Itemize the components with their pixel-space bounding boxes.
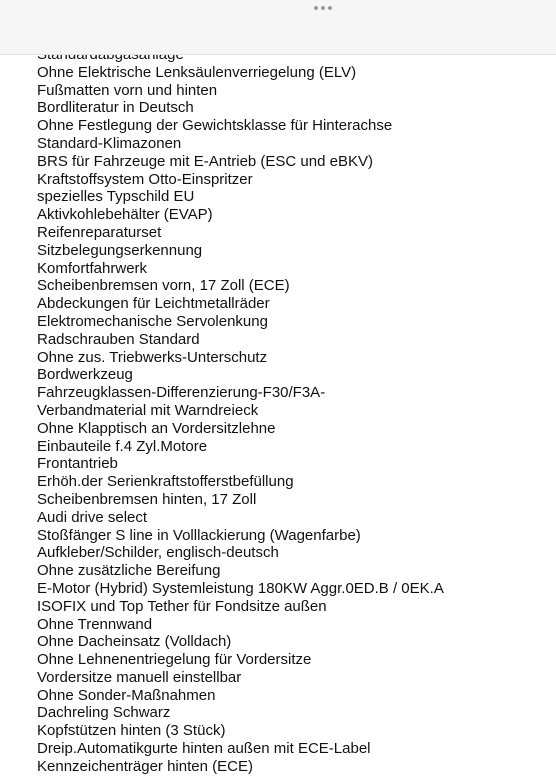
list-item: Erhöh.der Serienkraftstofferstbefüllung (37, 473, 294, 491)
list-item: Bordwerkzeug (37, 366, 133, 384)
list-item: Audi drive select (37, 508, 148, 526)
dot (328, 6, 332, 10)
dot (314, 6, 318, 10)
list-item: Verbandmaterial mit Warndreieck (37, 401, 259, 419)
list-item: BRS für Fahrzeuge mit E-Antrieb (ESC und eBKV) (37, 152, 373, 170)
list-item: Ohne Festlegung der Gewichtsklasse für Hinterachse (37, 117, 393, 135)
list-item: Kraftstoffsystem Otto-Einspritzer (37, 170, 253, 188)
list-item: Vordersitze manuell einstellbar (37, 668, 242, 686)
list-item: Fußmatten vorn und hinten (37, 81, 218, 99)
more-options-icon[interactable] (314, 6, 332, 10)
list-item: Scheibenbremsen hinten, 17 Zoll (37, 490, 257, 508)
list-item: E-Motor (Hybrid) Systemleistung 180KW Aggr.0ED.B / 0EK.A (37, 579, 444, 597)
list-item: Einbauteile f.4 Zyl.Motore (37, 437, 208, 455)
dot (321, 6, 325, 10)
list-item: Elektromechanische Servolenkung (37, 312, 268, 330)
list-item: Ohne zusätzliche Bereifung (37, 562, 221, 580)
list-item: Ohne Klapptisch an Vordersitzlehne (37, 419, 276, 437)
list-item: Kennzeichenträger hinten (ECE) (37, 757, 253, 775)
equipment-list (37, 46, 537, 776)
top-bar (0, 0, 556, 55)
list-item: Sitzbelegungserkennung (37, 241, 203, 259)
list-item: Dreip.Automatikgurte hinten außen mit ECE-Label (37, 740, 371, 758)
list-item: Ohne Trennwand (37, 615, 153, 633)
list-item: Dachreling Schwarz (37, 704, 171, 722)
list-item: Scheibenbremsen vorn, 17 Zoll (ECE) (37, 277, 290, 295)
list-item: Ohne Sonder-Maßnahmen (37, 686, 216, 704)
list-item: Aufkleber/Schilder, englisch-deutsch (37, 544, 279, 562)
list-item: Ohne Dacheinsatz (Volldach) (37, 633, 232, 651)
list-item: ISOFIX und Top Tether für Fondsitze außen (37, 597, 327, 615)
list-item: Ohne zus. Triebwerks-Unterschutz (37, 348, 268, 366)
list-item: Komfortfahrwerk (37, 259, 148, 277)
list-item: Aktivkohlebehälter (EVAP) (37, 206, 213, 224)
list-item: Fahrzeugklassen-Differenzierung-F30/F3A- (37, 384, 326, 402)
list-item: Reifenreparaturset (37, 223, 162, 241)
list-item: Stoßfänger S line in Volllackierung (Wagenfarbe) (37, 526, 361, 544)
list-item: Abdeckungen für Leichtmetallräder (37, 295, 270, 313)
list-item: Frontantrieb (37, 455, 118, 473)
list-item: Bordliteratur in Deutsch (37, 99, 194, 117)
list-item: Kopfstützen hinten (3 Stück) (37, 722, 226, 740)
list-item: Standard-Klimazonen (37, 134, 182, 152)
list-item: Ohne Lehnenentriegelung für Vordersitze (37, 651, 312, 669)
list-item: Ohne Elektrische Lenksäulenverriegelung (ELV) (37, 63, 357, 81)
list-item: Radschrauben Standard (37, 330, 200, 348)
list-item: spezielles Typschild EU (37, 188, 195, 206)
